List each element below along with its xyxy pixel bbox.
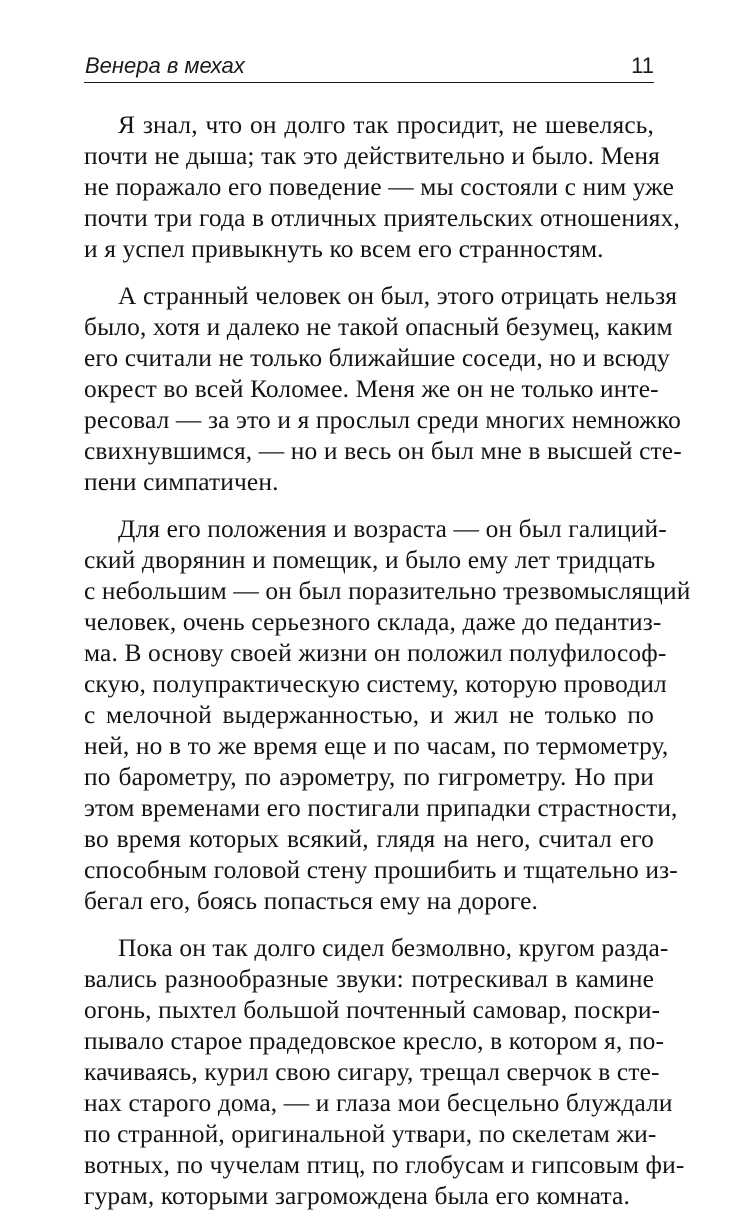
paragraph [84,281,682,498]
text-line: с небольшим — он был поразительно трезвомыслящий [84,577,691,605]
text-line: почти три года в отличных приятельских отношениях, [84,204,680,232]
text-line: не поражало его поведение — мы состояли с ним уже [84,173,675,201]
text-line: свихнувшимся, — но и весь он был мне в высшей сте- [84,437,682,465]
text-line: окрест во всей Коломее. Меня же он не только инте- [84,375,659,403]
text-line: ма. В основу своей жизни он положил полуфилософ- [84,639,667,667]
book-title: Венера в мехах [85,53,245,78]
page-number: 11 [631,53,654,78]
text-line: с мелочной выдержанностью, и жил не только по [84,701,654,729]
text-line: А странный человек он был, этого отрицать нельзя [118,282,678,310]
text-line: ский дворянин и помещик, и было ему лет тридцать [84,546,656,574]
text-line: качиваясь, курил свою сигару, трещал сверчок в сте- [84,1058,660,1086]
text-line: во время которых всякий, глядя на него, считал его [84,825,654,853]
running-header [84,46,654,83]
text-line: Для его положения и возраста — он был галиций- [118,515,667,543]
paragraph [84,933,685,1212]
text-line: скую, полупрактическую систему, которую проводил [84,670,667,698]
text-line: по странной, оригинальной утвари, по скелетам жи- [84,1120,657,1148]
text-line: бегал его, боясь попасться ему на дороге. [84,887,539,915]
text-line: способным головой стену прошибить и тщательно из- [84,856,678,884]
text-line: огонь, пыхтел большой почтенный самовар, поскри- [84,996,661,1024]
text-line: вались разнообразные звуки: потрескивал в камине [84,965,654,993]
body-text [84,110,691,1228]
text-line: и я успел привыкнуть ко всем его странностям. [84,235,604,263]
text-line: его считали не только ближайшие соседи, но и всюду [84,344,670,372]
text-line: человек, очень серьезного склада, даже до педантиз- [84,608,662,636]
text-line: пени симпатичен. [84,468,279,496]
paragraph [84,514,691,917]
text-line: гурам, которыми загромождена была его комната. [84,1182,630,1210]
text-line: по барометру, по аэрометру, по гигрометру. Но при [84,763,654,791]
text-line: было, хотя и далеко не такой опасный безумец, каким [84,313,673,341]
paragraph [84,110,680,265]
text-line: ресовал — за это и я прослыл среди многих немножко [84,406,681,434]
text-line: ней, но в то же время еще и по часам, по термометру, [84,732,669,760]
text-line: Я знал, что он долго так просидит, не шевелясь, [118,111,654,139]
text-line: Пока он так долго сидел безмолвно, кругом разда- [118,934,669,962]
text-line: нах старого дома, — и глаза мои бесцельно блуждали [84,1089,673,1117]
text-line: этом временами его постигали припадки страстности, [84,794,678,822]
text-line: почти не дыша; так это действительно и было. Меня [84,142,660,170]
text-line: вотных, по чучелам птиц, по глобусам и гипсовым фи- [84,1151,685,1179]
text-line: пывало старое прадедовское кресло, в котором я, по- [84,1027,665,1055]
